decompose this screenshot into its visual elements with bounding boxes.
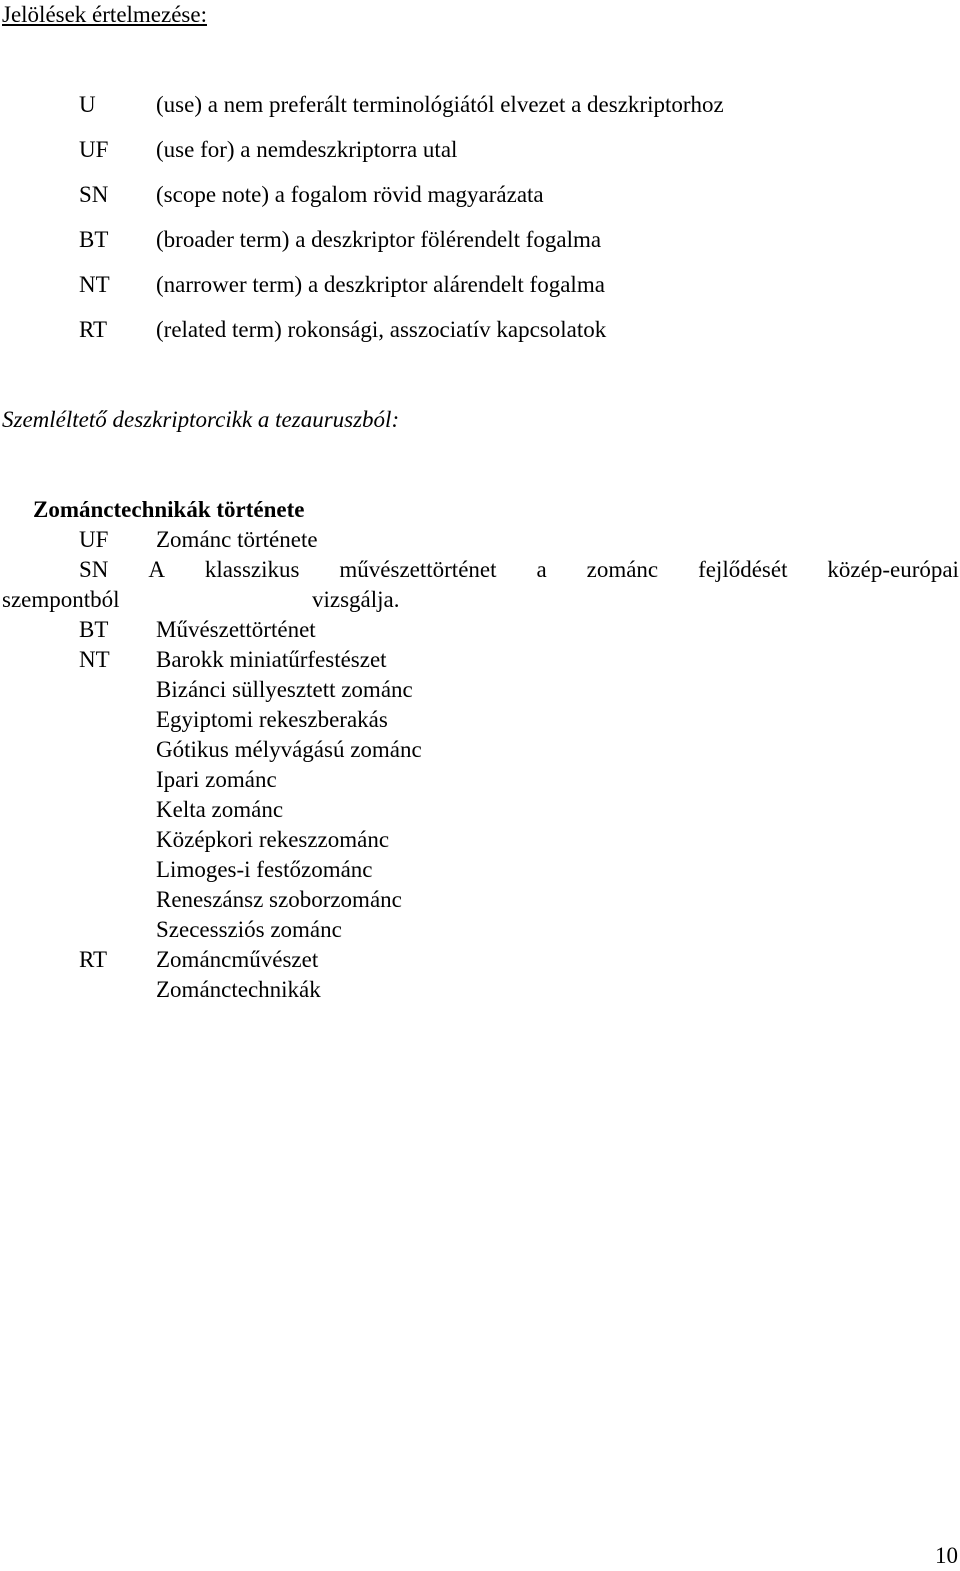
legend-desc: (use for) a nemdeszkriptorra utal	[156, 137, 458, 162]
nt-term: Szecessziós zománc	[156, 917, 342, 942]
nt-term: Kelta zománc	[156, 797, 284, 822]
sn-code: SN	[79, 557, 109, 582]
sn-word: közép-európai	[827, 557, 959, 582]
nt-code: NT	[79, 647, 110, 672]
sn-word: zománc	[586, 557, 659, 582]
page-number: 10	[935, 1543, 958, 1568]
rt-code: RT	[79, 947, 108, 972]
nt-term: Bizánci süllyesztett zománc	[156, 677, 413, 702]
legend-heading: Jelölések értelmezése:	[2, 2, 207, 27]
nt-term: Limoges-i festőzománc	[156, 857, 373, 882]
example-heading: Szemléltető deszkriptorcikk a tezauruszból:	[2, 407, 400, 432]
bt-term: Művészettörténet	[156, 617, 316, 642]
scope-note-line	[79, 555, 959, 585]
legend-code: SN	[79, 182, 109, 207]
legend-desc: (narrower term) a deszkriptor alárendelt fogalma	[156, 272, 605, 297]
nt-term: Gótikus mélyvágású zománc	[156, 737, 422, 762]
sn-continuation: szempontból	[2, 587, 120, 612]
legend-code: UF	[79, 137, 109, 162]
nt-term: Reneszánsz szoborzománc	[156, 887, 402, 912]
uf-term: Zománc története	[156, 527, 318, 552]
nt-term: Középkori rekeszzománc	[156, 827, 390, 852]
sn-word: klasszikus	[204, 557, 300, 582]
rt-term: Zománctechnikák	[156, 977, 321, 1002]
nt-term: Ipari zománc	[156, 767, 277, 792]
sn-continuation: vizsgálja.	[312, 587, 400, 612]
uf-code: UF	[79, 527, 109, 552]
legend-desc: (scope note) a fogalom rövid magyarázata	[156, 182, 544, 207]
entry-title: Zománctechnikák története	[33, 497, 305, 522]
sn-word: művészettörténet	[339, 557, 497, 582]
legend-desc: (broader term) a deszkriptor fölérendelt fogalma	[156, 227, 602, 252]
legend-code: BT	[79, 227, 109, 252]
legend-code: NT	[79, 272, 110, 297]
nt-term: Barokk miniatűrfestészet	[156, 647, 387, 672]
legend-code: RT	[79, 317, 108, 342]
rt-term: Zománcművészet	[156, 947, 319, 972]
legend-desc: (use) a nem preferált terminológiától elvezet a deszkriptorhoz	[156, 92, 724, 117]
nt-term: Egyiptomi rekeszberakás	[156, 707, 388, 732]
sn-word: a	[536, 557, 547, 582]
sn-word: fejlődését	[698, 557, 788, 582]
bt-code: BT	[79, 617, 109, 642]
legend-code: U	[79, 92, 96, 117]
legend-desc: (related term) rokonsági, asszociatív kapcsolatok	[156, 317, 607, 342]
sn-word: A	[148, 557, 165, 582]
